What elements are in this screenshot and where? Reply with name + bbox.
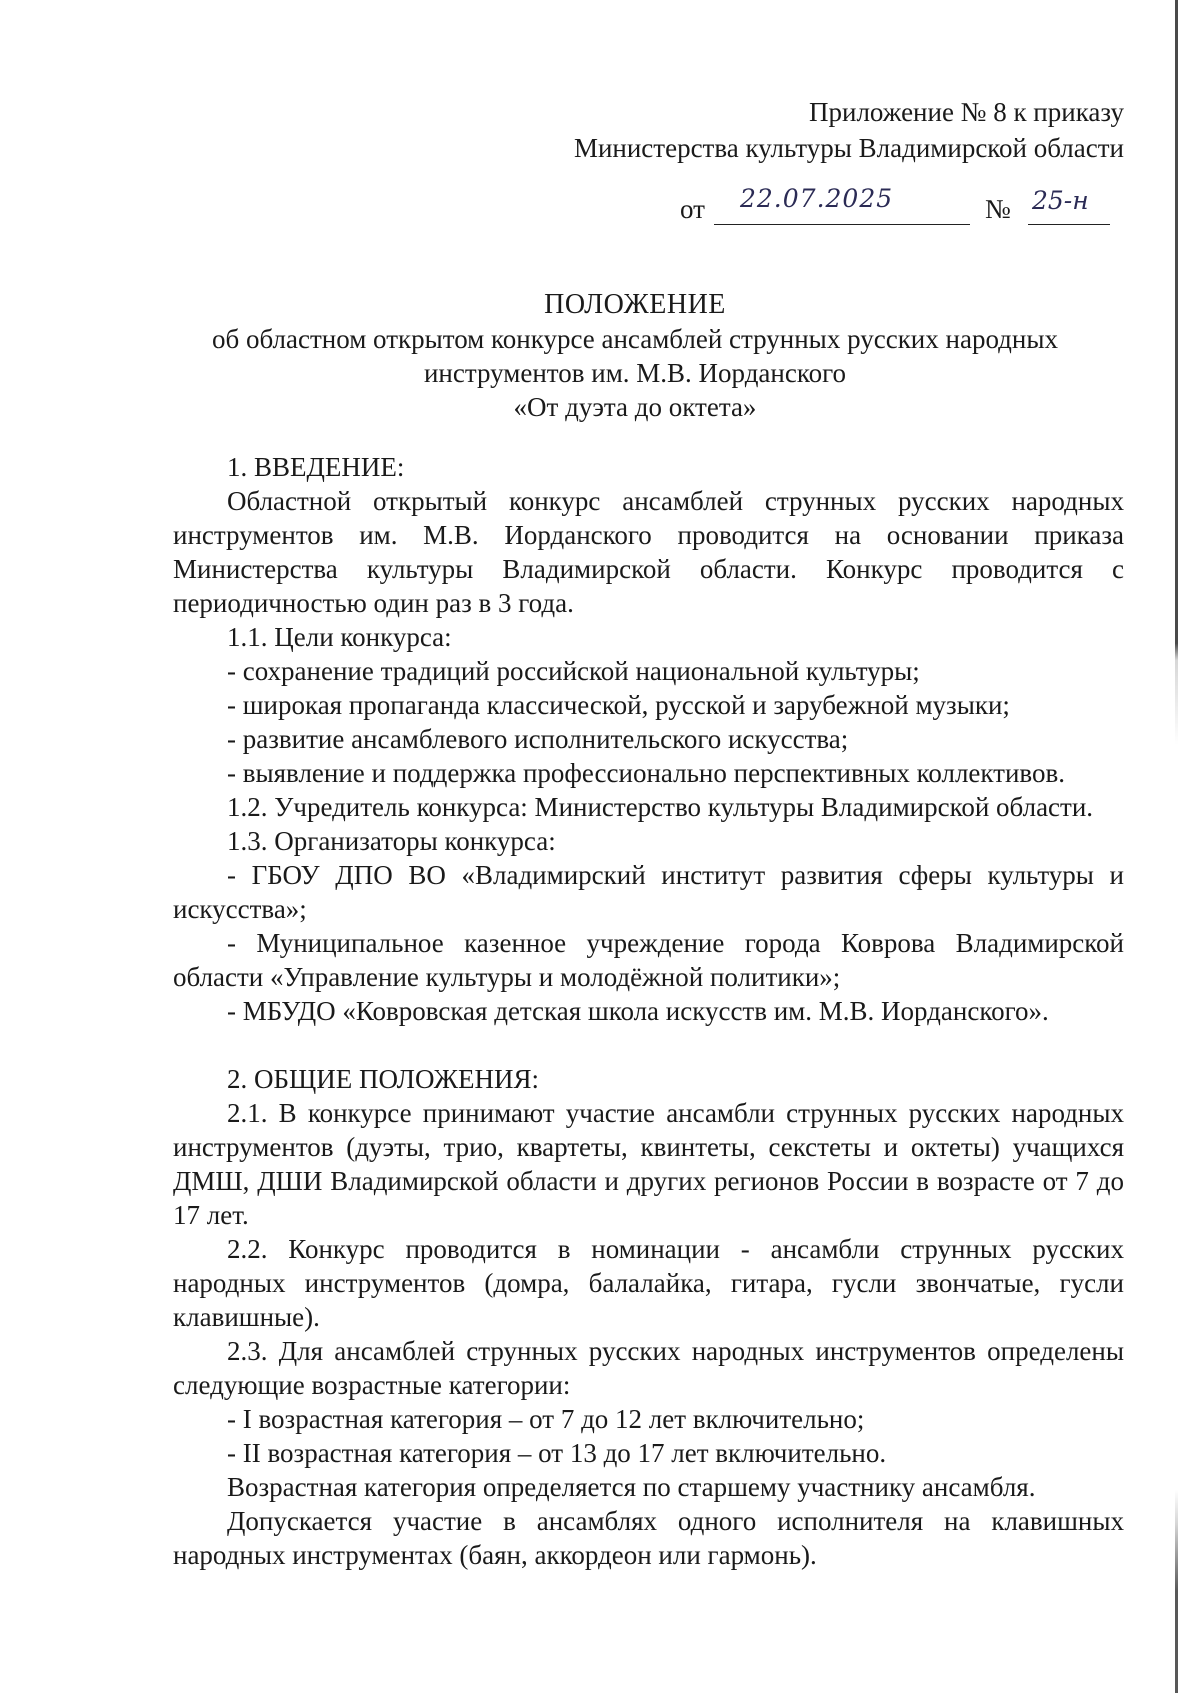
number-underline — [1028, 224, 1110, 225]
appendix-line-2: Министерства культуры Владимирской области — [573, 133, 1124, 163]
age-category-item: - I возрастная категория – от 7 до 12 лет включительно; — [227, 1404, 865, 1434]
goals-heading: 1.1. Цели конкурса: — [227, 622, 452, 652]
appendix-header — [574, 94, 1124, 166]
appendix-line-1: Приложение № 8 к приказу — [809, 97, 1124, 127]
subtitle-line-3: «От дуэта до октета» — [513, 392, 757, 422]
date-underline — [714, 224, 970, 225]
goal-item: - развитие ансамблевого исполнительского искусства; — [227, 724, 849, 754]
age-category-item: - II возрастная категория – от 13 до 17 лет включительно. — [227, 1438, 887, 1468]
subtitle-line-1: об областном открытом конкурсе ансамблей струнных русских народных — [211, 324, 1058, 354]
number-label: № — [985, 194, 1011, 224]
from-label: от — [680, 194, 705, 224]
goal-item: - сохранение традиций российской национальной культуры; — [227, 656, 920, 686]
section-spacer — [173, 1028, 1124, 1062]
order-reference — [680, 184, 1130, 228]
goal-item: - широкая пропаганда классической, русской и зарубежной музыки; — [227, 690, 1010, 720]
section-2-heading: 2. ОБЩИЕ ПОЛОЖЕНИЯ: — [227, 1064, 539, 1094]
document-title: ПОЛОЖЕНИЕ — [544, 289, 726, 320]
organizer-item: - МБУДО «Ковровская детская школа искусств им. М.В. Иорданского». — [227, 996, 1049, 1026]
title-block — [170, 288, 1100, 424]
organizers-heading: 1.3. Организаторы конкурса: — [227, 826, 556, 856]
handwritten-date: 22.07.2025 — [740, 184, 894, 213]
organizer-item: - ГБОУ ДПО ВО «Владимирский институт развития сферы культуры и искусства»; — [173, 860, 1124, 924]
section-1-intro: Областной открытый конкурс ансамблей струнных русских народных инструментов им. М.В. Иорданского проводится на основании приказа Министерства культуры Владимирской области. Конкурс проводится с периодичностью один раз в 3 года. — [173, 486, 1124, 618]
paragraph-2-2: 2.2. Конкурс проводится в номинации - ансамбли струнных русских народных инструментов (домра, балалайка, гитара, гусли звончатые, гусли клавишные). — [173, 1234, 1124, 1332]
goal-item: - выявление и поддержка профессионально перспективных коллективов. — [227, 758, 1065, 788]
organizer-item: - Муниципальное казенное учреждение города Коврова Владимирской области «Управление культуры и молодёжной политики»; — [173, 928, 1124, 992]
handwritten-number: 25-н — [1032, 186, 1089, 215]
age-rule-paragraph: Возрастная категория определяется по старшему участнику ансамбля. — [227, 1472, 1036, 1502]
scan-edge-line — [1175, 0, 1178, 1693]
subtitle-line-2: инструментов им. М.В. Иорданского — [423, 358, 846, 388]
extra-rule-paragraph: Допускается участие в ансамблях одного исполнителя на клавишных народных инструментах (баян, аккордеон или гармонь). — [173, 1506, 1124, 1570]
founder-paragraph: 1.2. Учредитель конкурса: Министерство культуры Владимирской области. — [227, 792, 1094, 822]
paragraph-2-1: 2.1. В конкурсе принимают участие ансамбли струнных русских народных инструментов (дуэты, трио, квартеты, квинтеты, секстеты и октеты) учащихся ДМШ, ДШИ Владимирской области и других регионов России в возрасте от 7 до 17 лет. — [173, 1098, 1124, 1230]
section-1-heading: 1. ВВЕДЕНИЕ: — [227, 452, 405, 482]
paragraph-2-3: 2.3. Для ансамблей струнных русских народных инструментов определены следующие возрастные категории: — [173, 1336, 1124, 1400]
document-body — [173, 450, 1124, 1572]
